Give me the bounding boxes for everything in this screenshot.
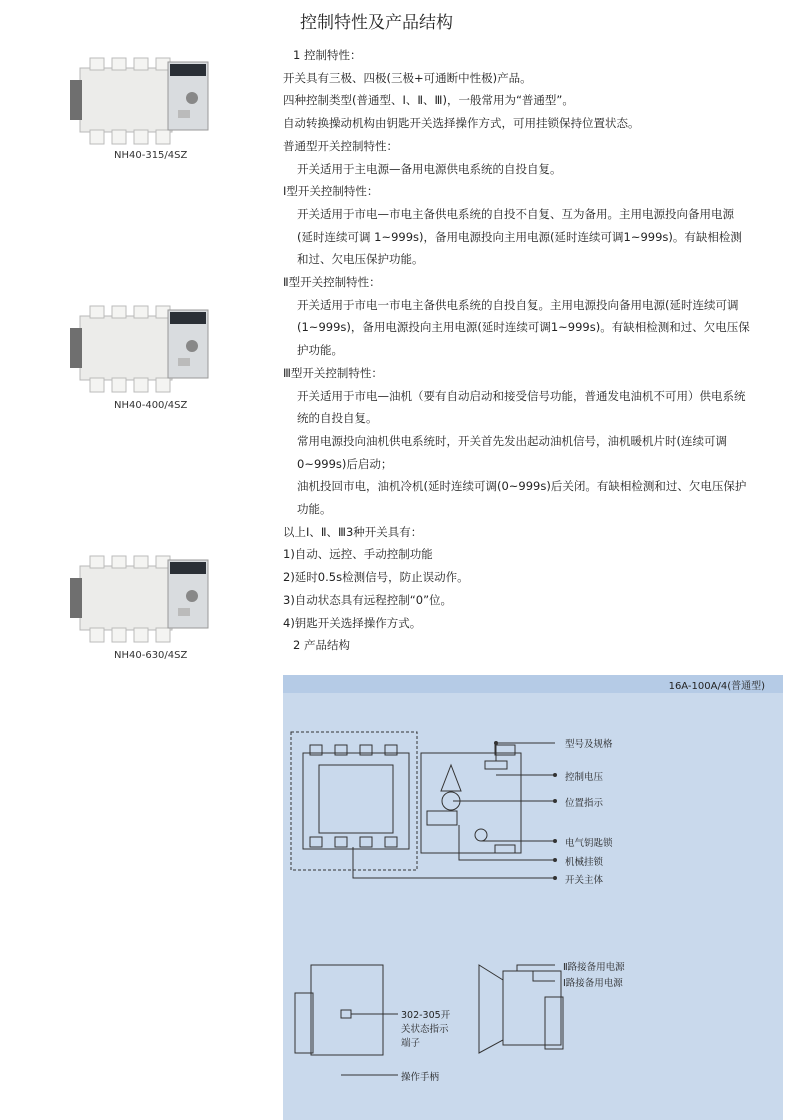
paragraph: 油机投回市电，油机冷机(延时连续可调(0~999s)后关闭。有缺相检测和过、欠电压保护 <box>297 479 747 494</box>
paragraph: 开关适用于市电—油机（要有自动启动和接受信号功能，普通发电油机不可用）供电系统 <box>297 388 746 403</box>
product-caption-1: NH40-315/4SZ <box>114 150 188 161</box>
list-item: 2)延时0.5s检测信号，防止误动作。 <box>283 570 469 585</box>
label-key-lock: 电气钥匙锁 <box>565 838 613 849</box>
paragraph: 开关适用于主电源—备用电源供电系统的自投自复。 <box>297 161 562 176</box>
common-features-heading: 以上Ⅰ、Ⅱ、Ⅲ3种开关具有： <box>283 524 423 539</box>
paragraph: (延时连续可调 1~999s)，备用电源投向主用电源(延时连续可调1~999s)。有缺相检测 <box>297 229 742 244</box>
product-image-2 <box>62 298 232 398</box>
label-source-2: Ⅱ路接备用电源 <box>563 962 625 973</box>
label-terminal-c: 端子 <box>401 1038 421 1049</box>
product-caption-3: NH40-630/4SZ <box>114 650 188 661</box>
structure-diagram <box>283 675 783 1120</box>
page-title: 控制特性及产品结构 <box>300 13 453 33</box>
diagram-drawing <box>283 675 783 1120</box>
list-item: 4)钥匙开关选择操作方式。 <box>283 615 422 630</box>
paragraph: 四种控制类型(普通型、Ⅰ、Ⅱ、Ⅲ)，一般常用为“普通型”。 <box>283 93 574 108</box>
paragraph: 护功能。 <box>297 343 343 358</box>
list-item: 1)自动、远控、手动控制功能 <box>283 547 433 562</box>
paragraph: 自动转换操动机构由钥匙开关选择操作方式，可用挂锁保持位置状态。 <box>283 116 640 131</box>
label-model: 型号及规格 <box>565 739 613 750</box>
diagram-model-label: 16A-100A/4(普通型) <box>668 681 765 692</box>
label-terminal-a: 302-305开 <box>401 1010 451 1021</box>
type-2-heading: Ⅱ型开关控制特性： <box>283 275 381 290</box>
paragraph: 开关适用于市电一市电主备供电系统的自投自复。主用电源投向备用电源(延时连续可调 <box>297 297 739 312</box>
label-control-voltage: 控制电压 <box>565 772 604 783</box>
label-handle: 操作手柄 <box>401 1072 440 1083</box>
label-terminal-b: 关状态指示 <box>401 1024 449 1035</box>
product-caption-2: NH40-400/4SZ <box>114 400 188 411</box>
label-source-1: Ⅰ路接备用电源 <box>563 978 623 989</box>
normal-type-heading: 普通型开关控制特性： <box>283 138 398 153</box>
type-1-heading: Ⅰ型开关控制特性： <box>283 184 379 199</box>
label-body: 开关主体 <box>565 875 604 886</box>
label-padlock: 机械挂锁 <box>565 857 604 868</box>
paragraph: (1~999s)，备用电源投向主用电源(延时连续可调1~999s)。有缺相检测和过、欠电压保 <box>297 320 750 335</box>
paragraph: 功能。 <box>297 502 332 517</box>
type-3-heading: Ⅲ型开关控制特性： <box>283 365 383 380</box>
paragraph: 开关适用于市电—市电主备供电系统的自投不自复、互为备用。主用电源投向备用电源 <box>297 206 734 221</box>
paragraph: 和过、欠电压保护功能。 <box>297 252 424 267</box>
section-1-heading: 1 控制特性： <box>293 48 362 62</box>
product-image-1 <box>62 50 232 150</box>
paragraph: 0~999s)后启动； <box>297 456 393 471</box>
control-characteristics <box>283 44 783 657</box>
list-item: 3)自动状态具有远程控制“0”位。 <box>283 592 453 607</box>
paragraph: 开关具有三极、四极(三极+可通断中性极)产品。 <box>283 70 532 85</box>
section-2-heading: 2 产品结构 <box>293 638 350 653</box>
product-image-3 <box>62 548 232 648</box>
paragraph: 常用电源投向油机供电系统时，开关首先发出起动油机信号，油机暖机片时(连续可调 <box>297 433 727 448</box>
label-position: 位置指示 <box>565 798 604 809</box>
paragraph: 统的自投自复。 <box>297 411 378 426</box>
